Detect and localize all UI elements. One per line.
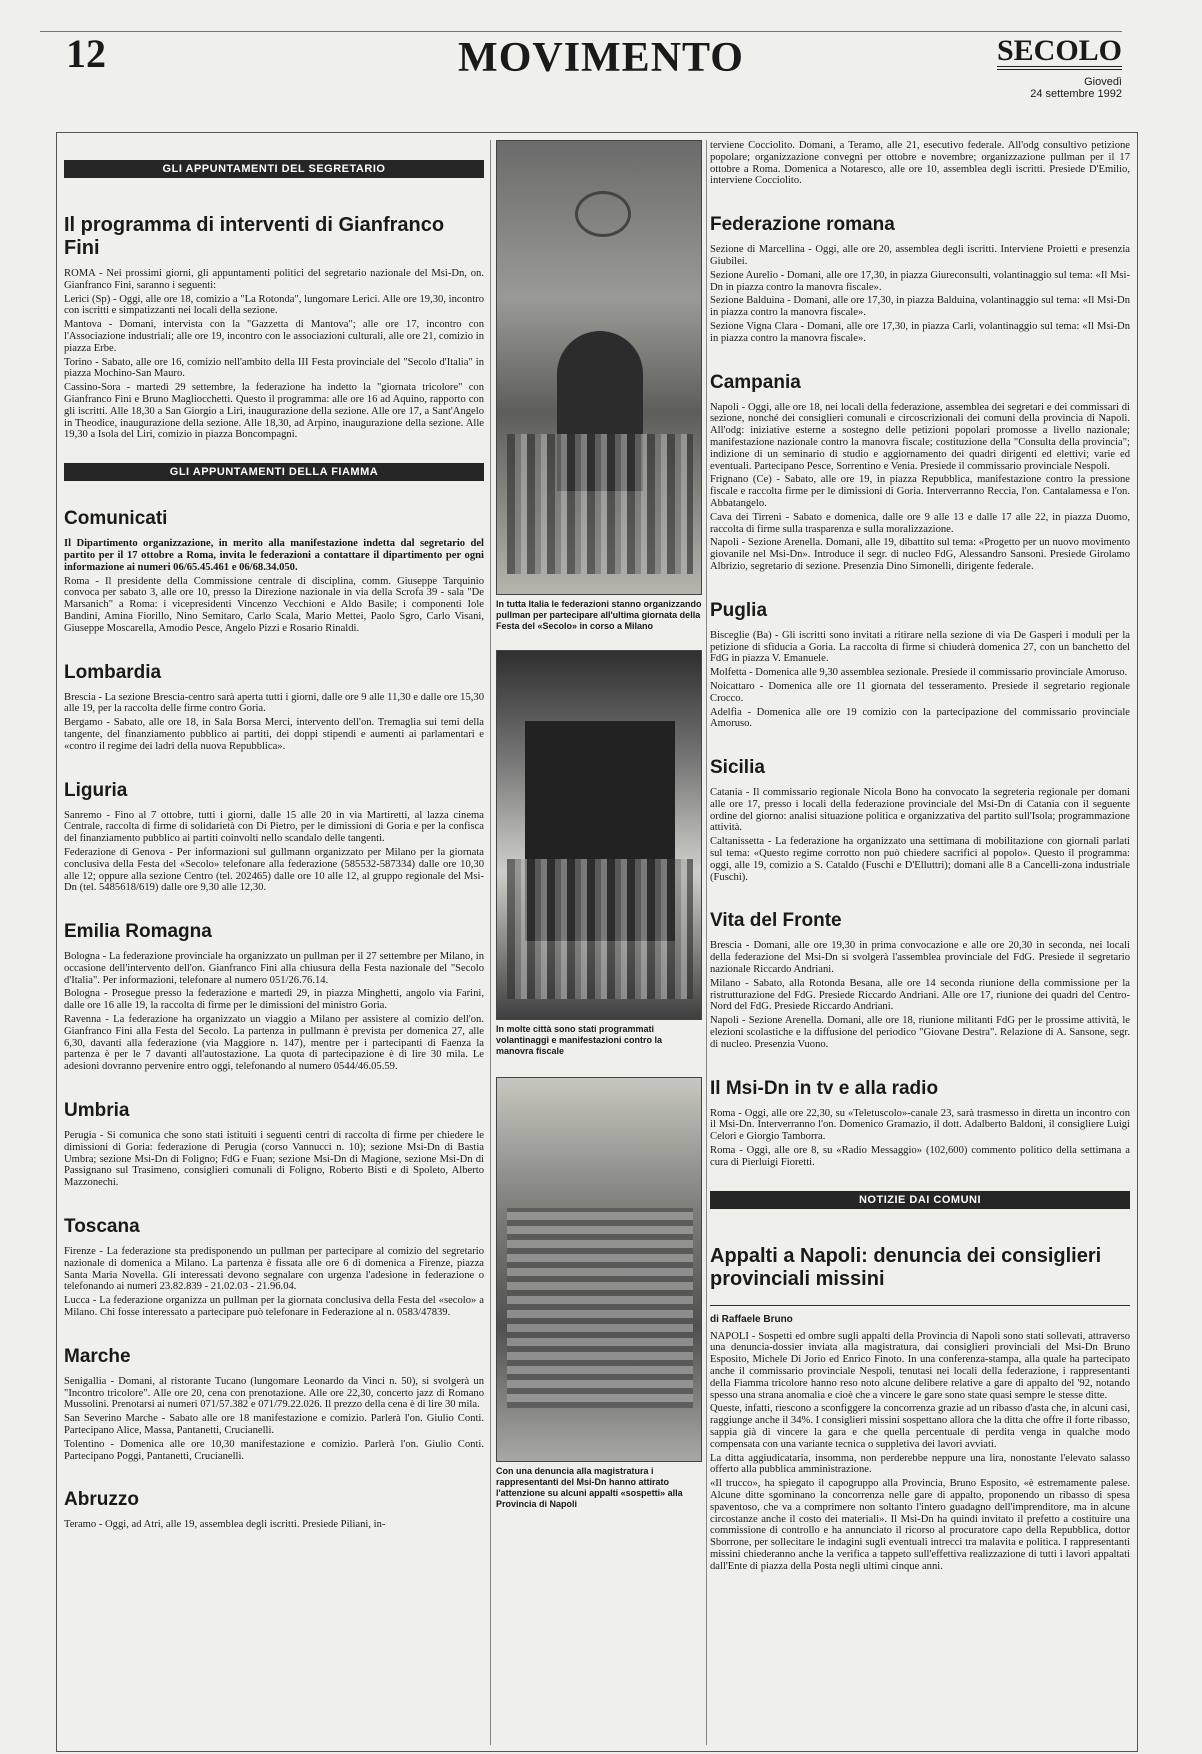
article-paragraph: Roma - Oggi, alle ore 22,30, su «Teletuscolo»-canale 23, sarà trasmesso in diretta un incontro con il Msi-Dn. Interverranno l'on. Domenico Gramazio, il dott. Adalberto Baldoni, il consigliere Luigi Celori e Giorgio Tamborra. bbox=[710, 1107, 1130, 1143]
left-column bbox=[64, 140, 484, 1750]
photo-caption: Con una denuncia alla magistratura i rappresentanti del Msi-Dn hanno attirato l'attenzione su alcuni appalti «sospetti» alla Provincia di Napoli bbox=[496, 1466, 683, 1509]
article-paragraph: Roma - Oggi, alle ore 8, su «Radio Messaggio» (102,600) commento politico della settimana a cura di Pierluigi Fioretti. bbox=[710, 1145, 1130, 1168]
article-paragraph: terviene Cocciolito. Domani, a Teramo, alle 21, esecutivo federale. All'odg consultivo petizione popolare; organizzazione convegni per ottobre e novembre; organizzazione pullman per il 17 ottobre a Roma. Domenica a Notaresco, alle ore 10, assemblea degli iscritti. Presiede D'Emilio, interviene Cocciolito. bbox=[710, 140, 1130, 187]
article-paragraph: Senigallia - Domani, al ristorante Tucano (lungomare Leonardo da Vinci n. 50), si svolgerà un "Incontro tricolore". Alle ore 20, cena con prenotazione. Alle ore 22,30, concerto jazz di Romano Mussolini. Prenotarsi ai numeri 071/57.382 e 071/79.22.026. Il prezzo della cena è di lire 30 mila. bbox=[64, 1375, 484, 1411]
article-paragraph: Napoli - Oggi, alle ore 18, nei locali della federazione, assemblea dei segretari e dei commissari di sezione, nonché dei consiglieri comunali e circoscrizionali dei comuni della provincia di Napoli. All'odg: iniziative esterne a sostegno delle petizioni popolari promosse a livello nazionale; manifestazione nazionale contro la manovra fiscale; costituzione della "Consulta della provincia"; indizione di un seminario di studio e aggiornamento dei quadri dirigenti ed elettivi; varie ed eventuali. Partecipano Pesce, Sorrentino e Venia. Presiede il commissario provinciale Nespoli. bbox=[710, 401, 1130, 472]
article-paragraph: Torino - Sabato, alle ore 16, comizio nell'ambito della III Festa provinciale del "Secolo d'Italia" in piazza Mochino-San Mauro. bbox=[64, 356, 484, 380]
masthead bbox=[0, 0, 1202, 110]
article-paragraph: Bisceglie (Ba) - Gli iscritti sono invitati a ritirare nella sezione di via De Gasperi i moduli per la petizione di sfiducia a Goria. La raccolta di firme si chiuderà domenica 27, con un banchetto del FdG in piazza V. Emanuele. bbox=[710, 629, 1130, 665]
heading-marche: Marche bbox=[64, 1345, 131, 1367]
article-paragraph: Sezione Aurelio - Domani, alle ore 17,30, in piazza Giureconsulti, volantinaggio sul tema: «Il Msi-Dn in piazza contro la manovra fiscale». bbox=[710, 269, 1130, 293]
logo-wordmark: SECOLO bbox=[997, 36, 1122, 70]
article-paragraph: La ditta aggiudicataria, insomma, non perderebbe neppure una lira, nonostante l'elevato salasso offerto alla pubblica amministrazione. bbox=[710, 1452, 1130, 1476]
photo-column bbox=[496, 140, 702, 1750]
heading-comunicati: Comunicati bbox=[64, 508, 168, 530]
article-paragraph: Il Dipartimento organizzazione, in merito alla manifestazione indetta dal segretario del partito per il 17 ottobre a Roma, invita le federazioni a contattare il dipartimento per ogni informazione ai numeri 06/65.45.461 e 06/68.34.050. bbox=[64, 538, 484, 573]
article-paragraph: Mantova - Domani, intervista con la "Gazzetta di Mantova"; alle ore 17, incontro con l'Associazione industriali; alle ore 19, incontro con le associazioni culturali, alle ore 21, comizio in piazza Erbe. bbox=[64, 319, 484, 354]
article-paragraph: Sezione Vigna Clara - Domani, alle ore 17,30, in piazza Carli, volantinaggio sul tema: «Il Msi-Dn in piazza contro la manovra fiscale». bbox=[710, 320, 1130, 344]
dateline-day: Giovedì bbox=[1084, 76, 1122, 88]
newspaper-logo bbox=[997, 36, 1122, 100]
banner-segretario: GLI APPUNTAMENTI DEL SEGRETARIO bbox=[64, 160, 484, 178]
article-paragraph: ROMA - Nei prossimi giorni, gli appuntamenti politici del segretario nazionale del Msi-Dn, on. Gianfranco Fini, saranno i seguenti: bbox=[64, 268, 484, 291]
right-column bbox=[710, 140, 1130, 1750]
photo-volantinaggio bbox=[496, 650, 702, 1020]
headline-fini: Il programma di interventi di Gianfranco Fini bbox=[64, 214, 445, 259]
heading-toscana: Toscana bbox=[64, 1216, 140, 1238]
byline: di Raffaele Bruno bbox=[710, 1305, 1130, 1325]
column-rule bbox=[490, 140, 491, 1745]
article-paragraph: Brescia - Domani, alle ore 19,30 in prima convocazione e alle ore 20,30 in seconda, nei locali della federazione del Msi-Dn si svolgerà l'assemblea provinciale del FdG. Presiede il segretario nazionale Riccardo Andriani. bbox=[710, 940, 1130, 976]
article-paragraph: Sezione di Marcellina - Oggi, alle ore 20, assemblea degli iscritti. Interviene Proietti e presenzia Giubilei. bbox=[710, 244, 1130, 267]
article-paragraph: Cassino-Sora - martedì 29 settembre, la federazione ha indetto la "giornata tricolore" con Gianfranco Fini e Bruno Magliocchetti. Questo il programma: alle ore 16 ad Aquino, rapporto con gli iscritti. Alle 18,30 a San Giorgio a Liri, inaugurazione della sezione. Alle ore 17, a Sant'Angelo in Theodice, inaugurazione della sezione. Alle 18,30, ad Arpino, inaugurazione della sezione. Alle 19,30 a Isola del Liri, comizio in piazza Boncompagni. bbox=[64, 382, 484, 441]
article-paragraph: Napoli - Sezione Arenella. Domani, alle ore 18, riunione militanti FdG per le prossime attività, le elezioni scolastiche e la diffusione del periodico "Giovane Destra". Relazione di A. Sansone, segr. di nucleo. Presenzia Vuono. bbox=[710, 1015, 1130, 1050]
article-paragraph: Queste, infatti, riescono a sconfiggere la concorrenza grazie ad un ribasso d'asta che, in alcuni casi, raggiunge anche il 34%. I consiglieri missini sospettano allora che la ditta che offre il forte ribasso, sappia già di vincere la gara e che quella percentuale di perdita venga in qualche modo compensata con una variante tecnica o suppletiva dei lavori avviati. bbox=[710, 1403, 1130, 1450]
heading-lombardia: Lombardia bbox=[64, 661, 162, 683]
heading-umbria: Umbria bbox=[64, 1100, 130, 1122]
dateline-date: 24 settembre 1992 bbox=[1030, 88, 1122, 100]
article-paragraph: Napoli - Sezione Arenella. Domani, alle 19, dibattito sul tema: «Progetto per un nuovo movimento giovanile nel Msi-Dn». Introduce il segr. di nucleo FdG, Alessandro Sansoni. Presiede Girolamo Albrizio, segretario di sezione. Presenzia Dino Simonelli, dirigente federale. bbox=[710, 537, 1130, 572]
banner-comuni: NOTIZIE DAI COMUNI bbox=[710, 1191, 1130, 1209]
article-paragraph: Molfetta - Domenica alle 9,30 assemblea sezionale. Presiede il commissario provinciale Amoruso. bbox=[710, 667, 1128, 679]
article-paragraph: Lucca - La federazione organizza un pullman per la giornata conclusiva della Festa del «secolo» a Milano. Chi fosse interessato a partecipare può telefonare in Federazione al n. 0583/47839. bbox=[64, 1295, 484, 1319]
photo-caption: In tutta Italia le federazioni stanno organizzando pullman per partecipare all'ultima giornata della Festa del «Secolo» in corso a Milano bbox=[496, 599, 702, 631]
heading-sicilia: Sicilia bbox=[710, 757, 765, 779]
heading-vita-del-fronte: Vita del Fronte bbox=[710, 910, 842, 932]
section-title: MOVIMENTO bbox=[458, 35, 744, 81]
heading-campania: Campania bbox=[710, 371, 801, 393]
article-paragraph: Sezione Balduina - Domani, alle ore 17,30, in piazza Balduina, volantinaggio sul tema: «Il Msi-Dn in piazza contro la manovra fiscale». bbox=[710, 295, 1130, 319]
heading-puglia: Puglia bbox=[710, 599, 768, 621]
photo-steps-detail bbox=[507, 1208, 693, 1408]
article-paragraph: Cava dei Tirreni - Sabato e domenica, dalle ore 9 alle 13 e dalle 17 alle 22, in piazza Duomo, raccolta di firme sulla trasparenza e sulla moralizzazione. bbox=[710, 511, 1130, 535]
article-paragraph: Bergamo - Sabato, alle ore 18, in Sala Borsa Merci, intervento dell'on. Tremaglia sui temi della tangente, del finanziamento pubblico ai partiti, dei doppi stipendi e aumenti ai parlamentari e «contro il regime dei ladri della nuova Repubblica». bbox=[64, 717, 484, 752]
photo-window-detail bbox=[575, 191, 631, 237]
article-paragraph: Milano - Sabato, alla Rotonda Besana, alle ore 14 seconda riunione della commissione per la ristrutturazione del FdG. Presiede Riccardo Andriani. Alle ore 17, riunione dei quadri del Centro-Nord del FdG. Presiede Riccardo Andriani. bbox=[710, 977, 1130, 1013]
banner-fiamma: GLI APPUNTAMENTI DELLA FIAMMA bbox=[64, 463, 484, 481]
top-rule bbox=[40, 31, 1122, 32]
article-paragraph: San Severino Marche - Sabato alle ore 18 manifestazione e comizio. Parlerà l'on. Giulio Conti. Partecipano Alice, Massa, Pantanetti, Crucianelli. bbox=[64, 1413, 484, 1437]
heading-tv-radio: Il Msi-Dn in tv e alla radio bbox=[710, 1077, 939, 1099]
heading-liguria: Liguria bbox=[64, 779, 128, 801]
photo-crowd-detail bbox=[507, 434, 693, 574]
article-paragraph: Perugia - Si comunica che sono stati istituiti i seguenti centri di raccolta di firme per chiedere le dimissioni di Goria: federazione di Perugia (corso Vannucci n. 10); sezione Msi-Dn di Bastia Umbra; sezione Msi-Dn di Foligno; FdG e Fuan; sezione Msi-Dn di Magione, sezione Msi-Dn di Passignano sul Trasimeno, consiglieri comunali di Foligno, Roberto Bisti e di Spoleto, Alberto Mazzonechi. bbox=[64, 1130, 484, 1189]
article-paragraph: Bologna - Prosegue presso la federazione e martedì 29, in piazza Minghetti, angolo via Farini, dalle ore 16 alle 19, la raccolta di firme per le dimissioni del ministro Goria. bbox=[64, 988, 484, 1012]
article-paragraph: Lerici (Sp) - Oggi, alle ore 18, comizio a "La Rotonda", lungomare Lerici. Alle ore 19,30, incontro con iscritti e simpatizzanti nei locali della sezione. bbox=[64, 293, 484, 317]
article-paragraph: «Il trucco», ha spiegato il capogruppo alla Provincia, Bruno Esposito, «è estremamente palese. Alcune ditte sgominano la concorrenza nelle gare di appalto, proponendo un ribasso di spesa spaventoso, che va a comprimere non soltanto l'intero guadagno dell'imprenditore, ma in alcune circostanze anche il costo dei materiali». Il Msi-Dn ha quindi invitato il prefetto a costituire una commissione di controllo e ha annunciato il ricorso al procuratore capo della Repubblica, dottor Sborrone, per sollecitare le indagini sugli eventuali intrecci tra malavita e politica. I rappresentanti missini chiederanno anche la verifica a tappeto sull'effettiva realizzazione di tutti i lavori appaltati dall'Ente di piazza della Posta negli ultimi cinque anni. bbox=[710, 1478, 1130, 1572]
article-paragraph: Roma - Il presidente della Commissione centrale di disciplina, comm. Giuseppe Tarquinio convoca per sabato 3, alle ore 10, presso la Direzione nazionale in via della Scrofa 39 - sala "De Marsanich" a Roma: i vicepresidenti Vincenzo Vecchioni e Aldo Basile; i componenti Iole Bandini, Amina Fiorillo, Nino Semitaro, Carlo Scala, Mario Mettei, Paolo Sgro, Carlo Visani, Giuseppe Moscarella, Amodio Pesce, Angelo Pizzi e Rosario Rinaldi. bbox=[64, 575, 484, 634]
page-number: 12 bbox=[66, 31, 106, 76]
article-paragraph: Catania - Il commissario regionale Nicola Bono ha convocato la segreteria regionale per domani alle ore 17, presso i locali della federazione provinciale del Msi-Dn di Catania con il seguente ordine del giorno: analisi situazione politica e organizzativa del partito sull'Isola; programmazione attività. bbox=[710, 787, 1130, 834]
article-paragraph: Adelfia - Domenica alle ore 19 comizio con la partecipazione del commissario provinciale Amoruso. bbox=[710, 706, 1130, 730]
photo-people-detail bbox=[507, 859, 693, 999]
article-paragraph: Sanremo - Fino al 7 ottobre, tutti i giorni, dalle 15 alle 20 in via Martiretti, al lazza cinema Centrale, raccolta di firme di solidarietà con Di Pietro, per le dimissioni di Goria e per la confisca del finanziamento pubblico ai partiti coinvolti nello scandalo delle tangenti. bbox=[64, 809, 484, 845]
article-paragraph: Frignano (Ce) - Sabato, alle ore 19, in piazza Repubblica, manifestazione contro la pressione fiscale e raccolta firme per le dimissioni di Goria. Interverranno Reccia, l'on. Cantalamessa e l'on. Abbatangelo. bbox=[710, 474, 1130, 509]
heading-abruzzo: Abruzzo bbox=[64, 1489, 139, 1511]
photo-caption: In molte città sono stati programmati volantinaggi e manifestazioni contro la manovra fiscale bbox=[496, 1024, 663, 1056]
article-paragraph: NAPOLI - Sospetti ed ombre sugli appalti della Provincia di Napoli sono stati sollevati, attraverso una denuncia-dossier inviata alla magistratura, dai consiglieri provinciali del Msi-Dn Bruno Esposito, Michele Di Jorio ed Enrico Finoto. In una conferenza-stampa, alla quale ha partecipato anche il commissario provinciale Nespoli, tenutasi nei locali della federazione, i rappresentanti della Fiamma tricolore hanno reso noto alcune delibere relative a gare di appalto del '92, notando spesso una strana anomalia e cioè che a vincere le gare sono state quasi sempre le stesse ditte. bbox=[710, 1330, 1130, 1401]
article-paragraph: Firenze - La federazione sta predisponendo un pullman per partecipare al comizio del segretario nazionale di domenica a Milano. La partenza è fissata alle ore 6 di domenica a Firenze, piazza Santa Maria Novella. Gli interessati devono segnalare con urgenza l'adesione in federazione o telefonando ai numeri 23.82.839 - 21.02.03 - 21.96.04. bbox=[64, 1246, 484, 1293]
article-paragraph: Bologna - La federazione provinciale ha organizzato un pullman per il 27 settembre per Milano, in occasione dell'intervento dell'on. Gianfranco Fini alla chiusura della Festa nazionale del "Secolo d'Italia". Per informazioni, telefonare al numero 051/26.76.14. bbox=[64, 951, 484, 986]
article-paragraph: Brescia - La sezione Brescia-centro sarà aperta tutti i giorni, dalle ore 9 alle 11,30 e dalle ore 15,30 alle 19, per la raccolta delle firme contro Goria. bbox=[64, 691, 484, 715]
article-paragraph: Noicattaro - Domenica alle ore 11 giornata del tesseramento. Presiede il segretario regionale Crocco. bbox=[710, 680, 1130, 704]
article-paragraph: Tolentino - Domenica alle ore 10,30 manifestazione e comizio. Parlerà l'on. Giulio Conti. Partecipano Poggi, Pantanetti, Crucianelli. bbox=[64, 1438, 484, 1462]
heading-emilia-romagna: Emilia Romagna bbox=[64, 921, 212, 943]
article-paragraph: Ravenna - La federazione ha organizzato un viaggio a Milano per assistere al comizio dell'on. Gianfranco Fini alla Festa del Secolo. La partenza in pullmann è prevista per domenica 27, alle 6,30, davanti alla federazione (via Maggiore n. 147), mentre per i partecipanti di Faenza la partenza è per le 7 davanti all'autostazione. La quota di partecipazione è di lire 30 mila. Le adesioni dovranno pervenire entro oggi, telefonando al numero 0544/46.05.59. bbox=[64, 1014, 484, 1073]
column-rule bbox=[706, 140, 707, 1745]
heading-federazione-romana: Federazione romana bbox=[710, 214, 895, 236]
article-paragraph: Caltanissetta - La federazione ha organizzato una settimana di mobilitazione con giornali parlati sul tema: «Questo regime corrotto non può chiedere sacrifici al popolo». Questo il programma: oggi, alle 19, comizio a S. Cataldo (Fuschi e D'Elluttri); domani alle 8 a Cancelli-zona industriale (Fuschi). bbox=[710, 836, 1130, 883]
headline-appalti: Appalti a Napoli: denuncia dei consiglieri provinciali missini bbox=[710, 1244, 1102, 1290]
photo-provincia-napoli bbox=[496, 1077, 702, 1462]
article-paragraph: Federazione di Genova - Per informazioni sul gullmann organizzato per Milano per la giornata conclusiva della Festa del «Secolo» telefonare alla federazione (585532-587334) dalle ore 10,30 alle 12; oppure alla sezione Centro (tel. 202465) dalle ore 10 alle 12, al gruppo regionale del Msi-Dn (tel. 5485618/619) dalle ore 9,30 alle 12,30. bbox=[64, 846, 484, 894]
article-paragraph: Teramo - Oggi, ad Atri, alle 19, assemblea degli iscritti. Presiede Piliani, in- bbox=[64, 1519, 386, 1531]
photo-festa-crowd bbox=[496, 140, 702, 595]
